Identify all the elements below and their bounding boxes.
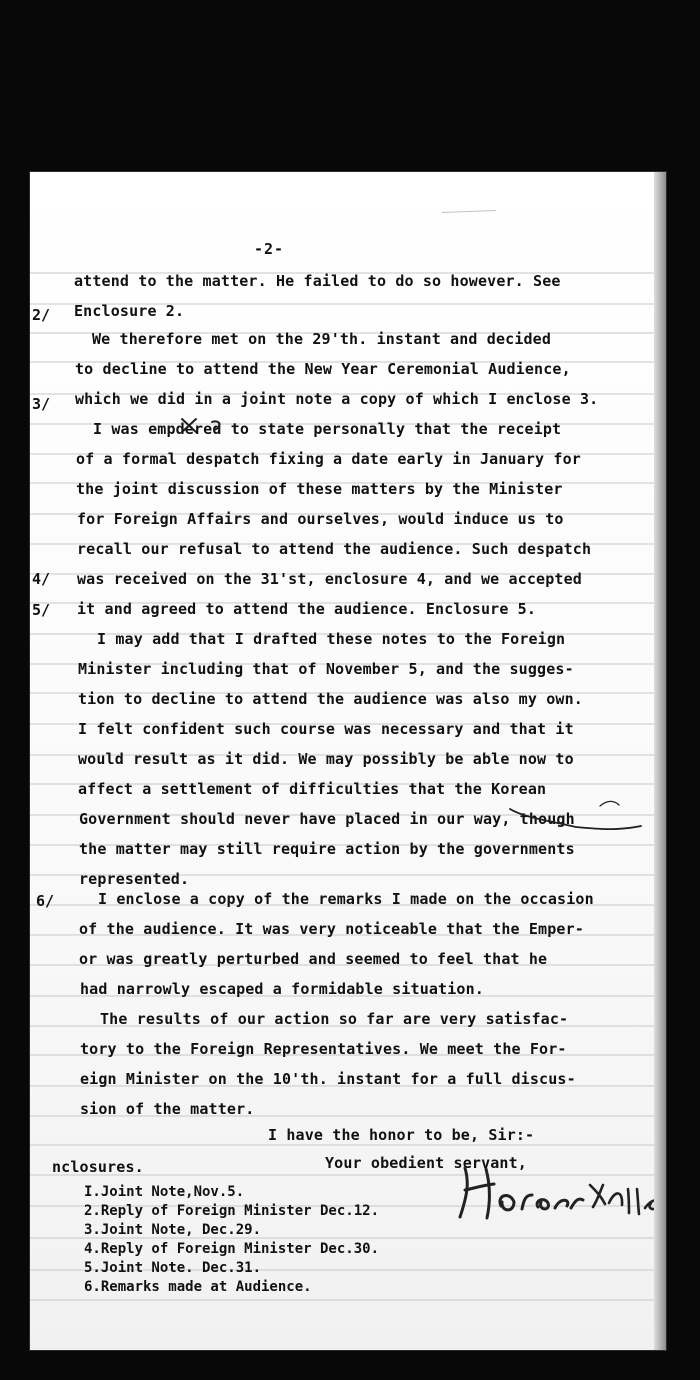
enclosure-item: 3.Joint Note, Dec.29. bbox=[84, 1222, 262, 1238]
body-line: attend to the matter. He failed to do so however. See bbox=[74, 272, 561, 290]
body-line: was received on the 31'st, enclosure 4, and we accepted bbox=[77, 570, 582, 588]
margin-note-5: 5/ bbox=[32, 601, 51, 619]
body-line: affect a settlement of difficulties that the Korean bbox=[78, 780, 547, 798]
body-line: tion to decline to attend the audience was also my own. bbox=[78, 690, 583, 708]
body-line: it and agreed to attend the audience. Enclosure 5. bbox=[77, 600, 537, 618]
enclosure-item: 5.Joint Note. Dec.31. bbox=[84, 1260, 262, 1276]
body-line: represented. bbox=[79, 870, 190, 888]
enclosure-item: I.Joint Note,Nov.5. bbox=[84, 1184, 245, 1200]
body-line: I may add that I drafted these notes to the Foreign bbox=[97, 630, 566, 648]
body-line: sion of the matter. bbox=[80, 1100, 255, 1118]
body-line: I enclose a copy of the remarks I made on the occasion bbox=[98, 890, 594, 908]
body-line: eign Minister on the 10'th. instant for a full discus- bbox=[80, 1070, 576, 1088]
enclosures-list bbox=[84, 1183, 379, 1297]
body-line: or was greatly perturbed and seemed to feel that he bbox=[79, 950, 548, 968]
signature bbox=[452, 1160, 666, 1232]
body-line: recall our refusal to attend the audience. Such despatch bbox=[77, 540, 592, 558]
enclosure-item: 4.Reply of Foreign Minister Dec.30. bbox=[84, 1241, 380, 1257]
document-page bbox=[30, 172, 666, 1350]
body-line: to decline to attend the New Year Ceremonial Audience, bbox=[75, 360, 571, 378]
margin-note-3: 3/ bbox=[32, 395, 51, 413]
enclosure-item: 6.Remarks made at Audience. bbox=[84, 1279, 312, 1295]
closing-line: I have the honor to be, Sir:- bbox=[268, 1126, 535, 1144]
page-number: -2- bbox=[254, 240, 285, 258]
top-pencil-mark bbox=[442, 210, 496, 213]
body-line: Enclosure 2. bbox=[74, 302, 185, 320]
body-line: which we did in a joint note a copy of which I enclose 3. bbox=[75, 390, 599, 408]
body-line: The results of our action so far are very satisfac- bbox=[100, 1010, 569, 1028]
body-line: of a formal despatch fixing a date early in January for bbox=[76, 450, 581, 468]
body-line: I was empdered to state personally that the receipt bbox=[93, 420, 562, 438]
body-line: Minister including that of November 5, and the sugges- bbox=[78, 660, 574, 678]
body-line: for Foreign Affairs and ourselves, would induce us to bbox=[77, 510, 564, 528]
body-line: the joint discussion of these matters by the Minister bbox=[76, 480, 563, 498]
complimentary-close: Your obedient servant, bbox=[325, 1154, 527, 1172]
enclosures-heading: nclosures. bbox=[52, 1158, 144, 1176]
body-line: had narrowly escaped a formidable situation. bbox=[80, 980, 484, 998]
body-line: the matter may still require action by the governments bbox=[79, 840, 575, 858]
margin-note-6: 6/ bbox=[36, 892, 55, 910]
margin-note-4: 4/ bbox=[32, 570, 51, 588]
enclosure-item: 2.Reply of Foreign Minister Dec.12. bbox=[84, 1203, 380, 1219]
body-line: of the audience. It was very noticeable that the Emper- bbox=[79, 920, 584, 938]
body-line: We therefore met on the 29'th. instant and decided bbox=[92, 330, 552, 348]
body-line: would result as it did. We may possibly be able now to bbox=[78, 750, 574, 768]
body-line: Government should never have placed in our way, though bbox=[79, 810, 575, 828]
body-line: tory to the Foreign Representatives. We meet the For- bbox=[80, 1040, 567, 1058]
body-line: I felt confident such course was necessary and that it bbox=[78, 720, 574, 738]
margin-note-2: 2/ bbox=[32, 306, 51, 324]
